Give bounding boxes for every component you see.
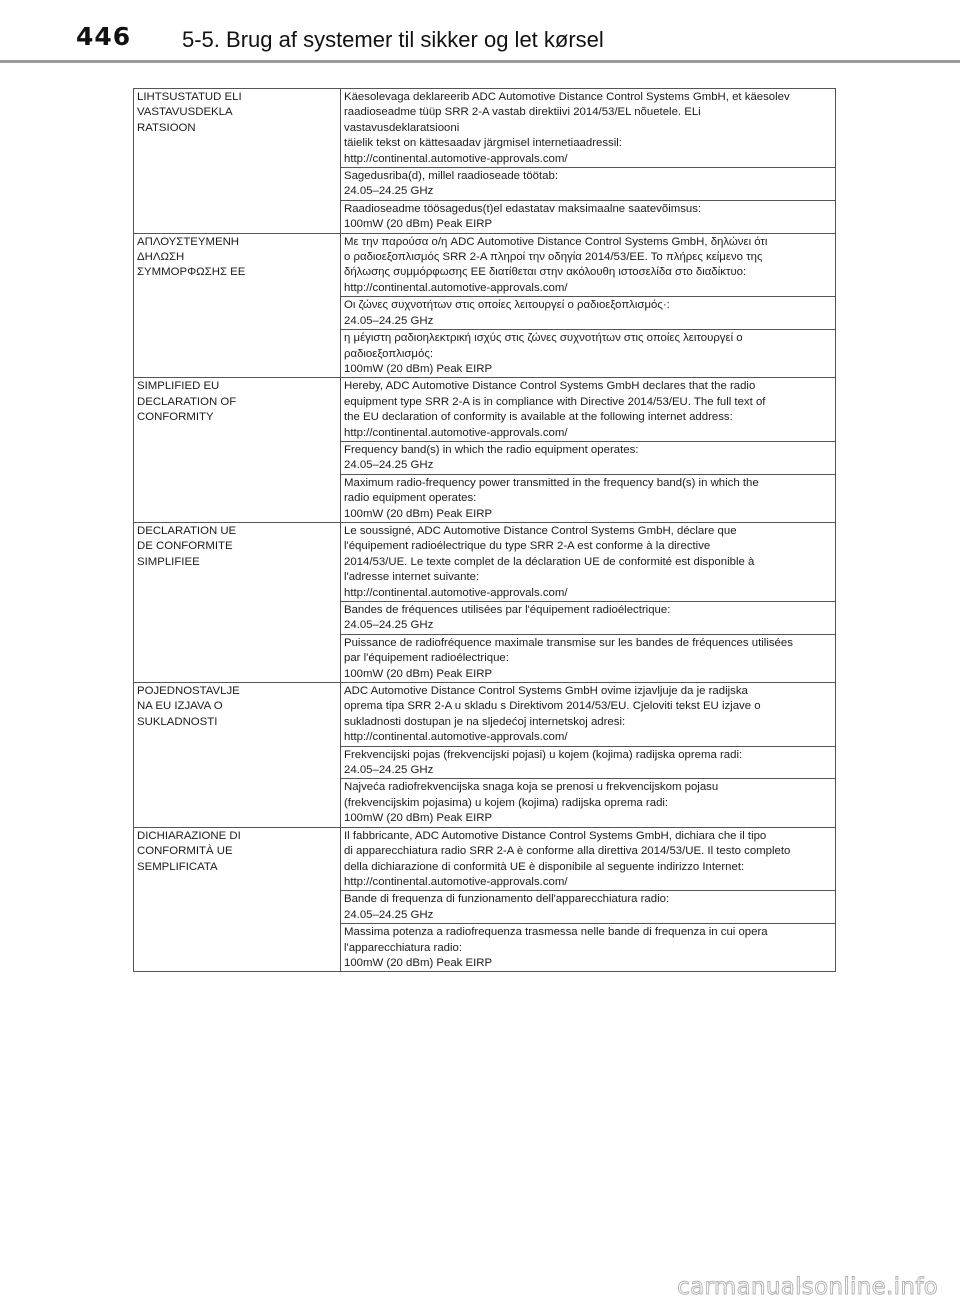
declaration-title-cell	[134, 522, 341, 682]
declaration-title-line: LIHTSUSTATUD ELI	[137, 91, 242, 103]
declaration-title-cell	[134, 378, 341, 523]
declaration-text-cell	[341, 441, 836, 474]
declaration-title-line: ΣΥΜΜΟΡΦΩΣΗΣ ΕΕ	[137, 266, 246, 279]
watermark: carmanualsonline.info	[677, 1274, 938, 1300]
declaration-text-line: Massima potenza a radiofrequenza trasmessa nelle bande di frequenza in cui opera	[344, 926, 768, 939]
declaration-title-line: SEMPLIFICATA	[137, 860, 218, 873]
declaration-text-cell	[341, 200, 836, 233]
declaration-title-line: SUKLADNOSTI	[137, 715, 218, 728]
declaration-text-line: equipment type SRR 2-A is in compliance with Directive 2014/53/EU. The full text of	[344, 395, 766, 408]
declaration-title-line: DE CONFORMITE	[137, 540, 233, 553]
declaration-text-line: radio equipment operates:	[344, 492, 477, 505]
declaration-text-line: Frekvencijski pojas (frekvencijski pojasi) u kojem (kojima) radijska oprema radi:	[344, 748, 743, 761]
declaration-text-line: oprema tipa SRR 2-A u skladu s Direktivom 2014/53/EU. Cjeloviti tekst EU izjave o	[344, 700, 761, 713]
declaration-title-line: SIMPLIFIED EU	[137, 380, 220, 393]
declaration-text-line: 24.05–24.25 GHz	[344, 459, 434, 472]
declaration-text-line: vastavusdeklaratsiooni	[344, 121, 460, 134]
declaration-text-line: 100mW (20 dBm) Peak EIRP	[344, 667, 493, 680]
declaration-text-line: 24.05–24.25 GHz	[344, 314, 434, 327]
declaration-text-cell	[341, 634, 836, 682]
table-row	[134, 89, 836, 168]
table-row	[134, 233, 836, 297]
declaration-text-cell	[341, 924, 836, 972]
table-row	[134, 378, 836, 442]
declaration-text-line: the EU declaration of conformity is available at the following internet address:	[344, 411, 733, 424]
declaration-text-line: Bande di frequenza di funzionamento dell'apparecchiatura radio:	[344, 893, 670, 906]
declaration-text-line: Οι ζώνες συχνοτήτων στις οποίες λειτουργεί ο ραδιοεξοπλισμός·:	[344, 299, 670, 312]
declaration-text-cell	[341, 827, 836, 891]
declaration-title-line: ΑΠΛΟΥΣΤΕΥΜΕΝΗ	[137, 235, 240, 248]
declaration-text-cell	[341, 474, 836, 522]
declaration-title-line: NA EU IZJAVA O	[137, 700, 223, 713]
declaration-text-line: 100mW (20 dBm) Peak EIRP	[344, 812, 493, 825]
declaration-title-cell	[134, 827, 341, 972]
declaration-text-line: Käesolevaga deklareerib ADC Automotive Distance Control Systems GmbH, et käesolev	[344, 91, 790, 103]
declaration-text-line: Maximum radio-frequency power transmitted in the frequency band(s) in which the	[344, 476, 759, 489]
declaration-text-line: 24.05–24.25 GHz	[344, 908, 434, 921]
declaration-text-line: Frequency band(s) in which the radio equipment operates:	[344, 443, 639, 456]
declaration-title-line: DICHIARAZIONE DI	[137, 829, 241, 842]
declaration-text-line: 24.05–24.25 GHz	[344, 185, 434, 198]
declaration-title-line: VASTAVUSDEKLA	[137, 106, 233, 119]
declaration-table	[133, 88, 836, 972]
header-divider	[0, 60, 960, 63]
declaration-text-line: http://continental.automotive-approvals.com/	[344, 731, 568, 744]
declaration-text-line: Puissance de radiofréquence maximale transmise sur les bandes de fréquences utilisées	[344, 636, 793, 649]
declaration-text-line: http://continental.automotive-approvals.com/	[344, 152, 568, 165]
declaration-title-cell	[134, 89, 341, 234]
table-row	[134, 522, 836, 601]
declaration-text-line: della dichiarazione di conformità UE è disponibile al seguente indirizzo Internet:	[344, 860, 745, 873]
declaration-title-line: SIMPLIFIEE	[137, 555, 200, 568]
declaration-text-line: http://continental.automotive-approvals.com/	[344, 281, 568, 294]
declaration-text-line: l'adresse internet suivante:	[344, 571, 480, 584]
declaration-title-line: ΔΗΛΩΣΗ	[137, 251, 185, 264]
declaration-text-line: http://continental.automotive-approvals.com/	[344, 426, 568, 439]
declaration-text-line: par l'équipement radioélectrique:	[344, 652, 509, 665]
declaration-text-line: http://continental.automotive-approvals.com/	[344, 875, 568, 888]
declaration-title-line: DECLARATION UE	[137, 524, 237, 537]
table-row	[134, 683, 836, 747]
declaration-text-cell	[341, 683, 836, 747]
declaration-text-line: 24.05–24.25 GHz	[344, 619, 434, 632]
declaration-text-cell	[341, 297, 836, 330]
declaration-text-cell	[341, 378, 836, 442]
declaration-text-line: δήλωσης συμμόρφωσης ΕΕ διατίθεται στην ακόλουθη ιστοσελίδα στο διαδίκτυο:	[344, 266, 747, 279]
declaration-text-line: 100mW (20 dBm) Peak EIRP	[344, 956, 493, 969]
declaration-text-cell	[341, 233, 836, 297]
declaration-text-line: ADC Automotive Distance Control Systems GmbH ovime izjavljuje da je radijska	[344, 685, 748, 698]
declaration-text-cell	[341, 602, 836, 635]
declaration-text-line: Il fabbricante, ADC Automotive Distance Control Systems GmbH, dichiara che il tipo	[344, 829, 767, 842]
declaration-text-cell	[341, 746, 836, 779]
declaration-text-cell	[341, 522, 836, 601]
declaration-text-line: Le soussigné, ADC Automotive Distance Control Systems GmbH, déclare que	[344, 524, 737, 537]
page-number: 446	[76, 22, 132, 51]
declaration-text-cell	[341, 330, 836, 378]
declaration-text-cell	[341, 891, 836, 924]
declaration-title-line: CONFORMITÀ UE	[137, 845, 233, 858]
declaration-text-line: 100mW (20 dBm) Peak EIRP	[344, 362, 493, 375]
declaration-text-line: 100mW (20 dBm) Peak EIRP	[344, 218, 493, 231]
page-header	[0, 0, 960, 60]
declaration-text-line: η μέγιστη ραδιοηλεκτρική ισχύς στις ζώνες συχνοτήτων στις οποίες λειτουργεί ο	[344, 332, 743, 345]
declaration-text-line: sukladnosti dostupan je na sljedećoj internetskoj adresi:	[344, 715, 626, 728]
declaration-text-line: di apparecchiatura radio SRR 2-A è conforme alla direttiva 2014/53/UE. Il testo completo	[344, 845, 791, 858]
declaration-title-line: RATSIOON	[137, 121, 196, 134]
declaration-text-line: 2014/53/UE. Le texte complet de la déclaration UE de conformité est disponible à	[344, 555, 755, 568]
declaration-text-cell	[341, 779, 836, 827]
declaration-title-line: POJEDNOSTAVLJE	[137, 685, 240, 698]
declaration-text-line: l'équipement radioélectrique du type SRR 2-A est conforme à la directive	[344, 540, 711, 553]
declaration-text-line: l'apparecchiatura radio:	[344, 941, 463, 954]
declaration-text-line: Najveća radiofrekvencijska snaga koja se prenosi u frekvencijskom pojasu	[344, 781, 719, 794]
declaration-text-line: Hereby, ADC Automotive Distance Control Systems GmbH declares that the radio	[344, 380, 756, 393]
declaration-text-line: täielik tekst on kättesaadav järgmisel internetiaadressil:	[344, 137, 622, 150]
section-title: 5-5. Brug af systemer til sikker og let kørsel	[182, 27, 604, 52]
declaration-title-line: DECLARATION OF	[137, 395, 237, 408]
declaration-text-line: Raadioseadme töösagedus(t)el edastatav maksimaalne saatevõimsus:	[344, 202, 702, 215]
declaration-text-line: http://continental.automotive-approvals.com/	[344, 586, 568, 599]
declaration-text-line: ραδιοεξοπλισμός:	[344, 347, 433, 360]
declaration-title-cell	[134, 683, 341, 828]
declaration-title-cell	[134, 233, 341, 378]
declaration-text-cell	[341, 89, 836, 168]
declaration-text-line: 24.05–24.25 GHz	[344, 764, 434, 777]
declaration-text-line: Bandes de fréquences utilisées par l'équipement radioélectrique:	[344, 604, 671, 616]
declaration-text-cell	[341, 168, 836, 201]
declaration-text-line: Sagedusriba(d), millel raadioseade töötab:	[344, 170, 559, 183]
declaration-text-line: raadioseadme tüüp SRR 2-A vastab direktiivi 2014/53/EL nõuetele. ELi	[344, 106, 701, 119]
declaration-text-line: Με την παρούσα ο/η ADC Automotive Distance Control Systems GmbH, δηλώνει ότι	[344, 235, 768, 248]
table-row	[134, 827, 836, 891]
declaration-text-line: 100mW (20 dBm) Peak EIRP	[344, 507, 493, 520]
declaration-title-line: CONFORMITY	[137, 411, 214, 424]
declaration-text-line: (frekvencijskim pojasima) u kojem (kojima) radijska oprema radi:	[344, 796, 669, 809]
declaration-text-line: ο ραδιοεξοπλισμός SRR 2-A πληροί την οδηγία 2014/53/ΕΕ. Το πλήρες κείμενο της	[344, 251, 763, 264]
